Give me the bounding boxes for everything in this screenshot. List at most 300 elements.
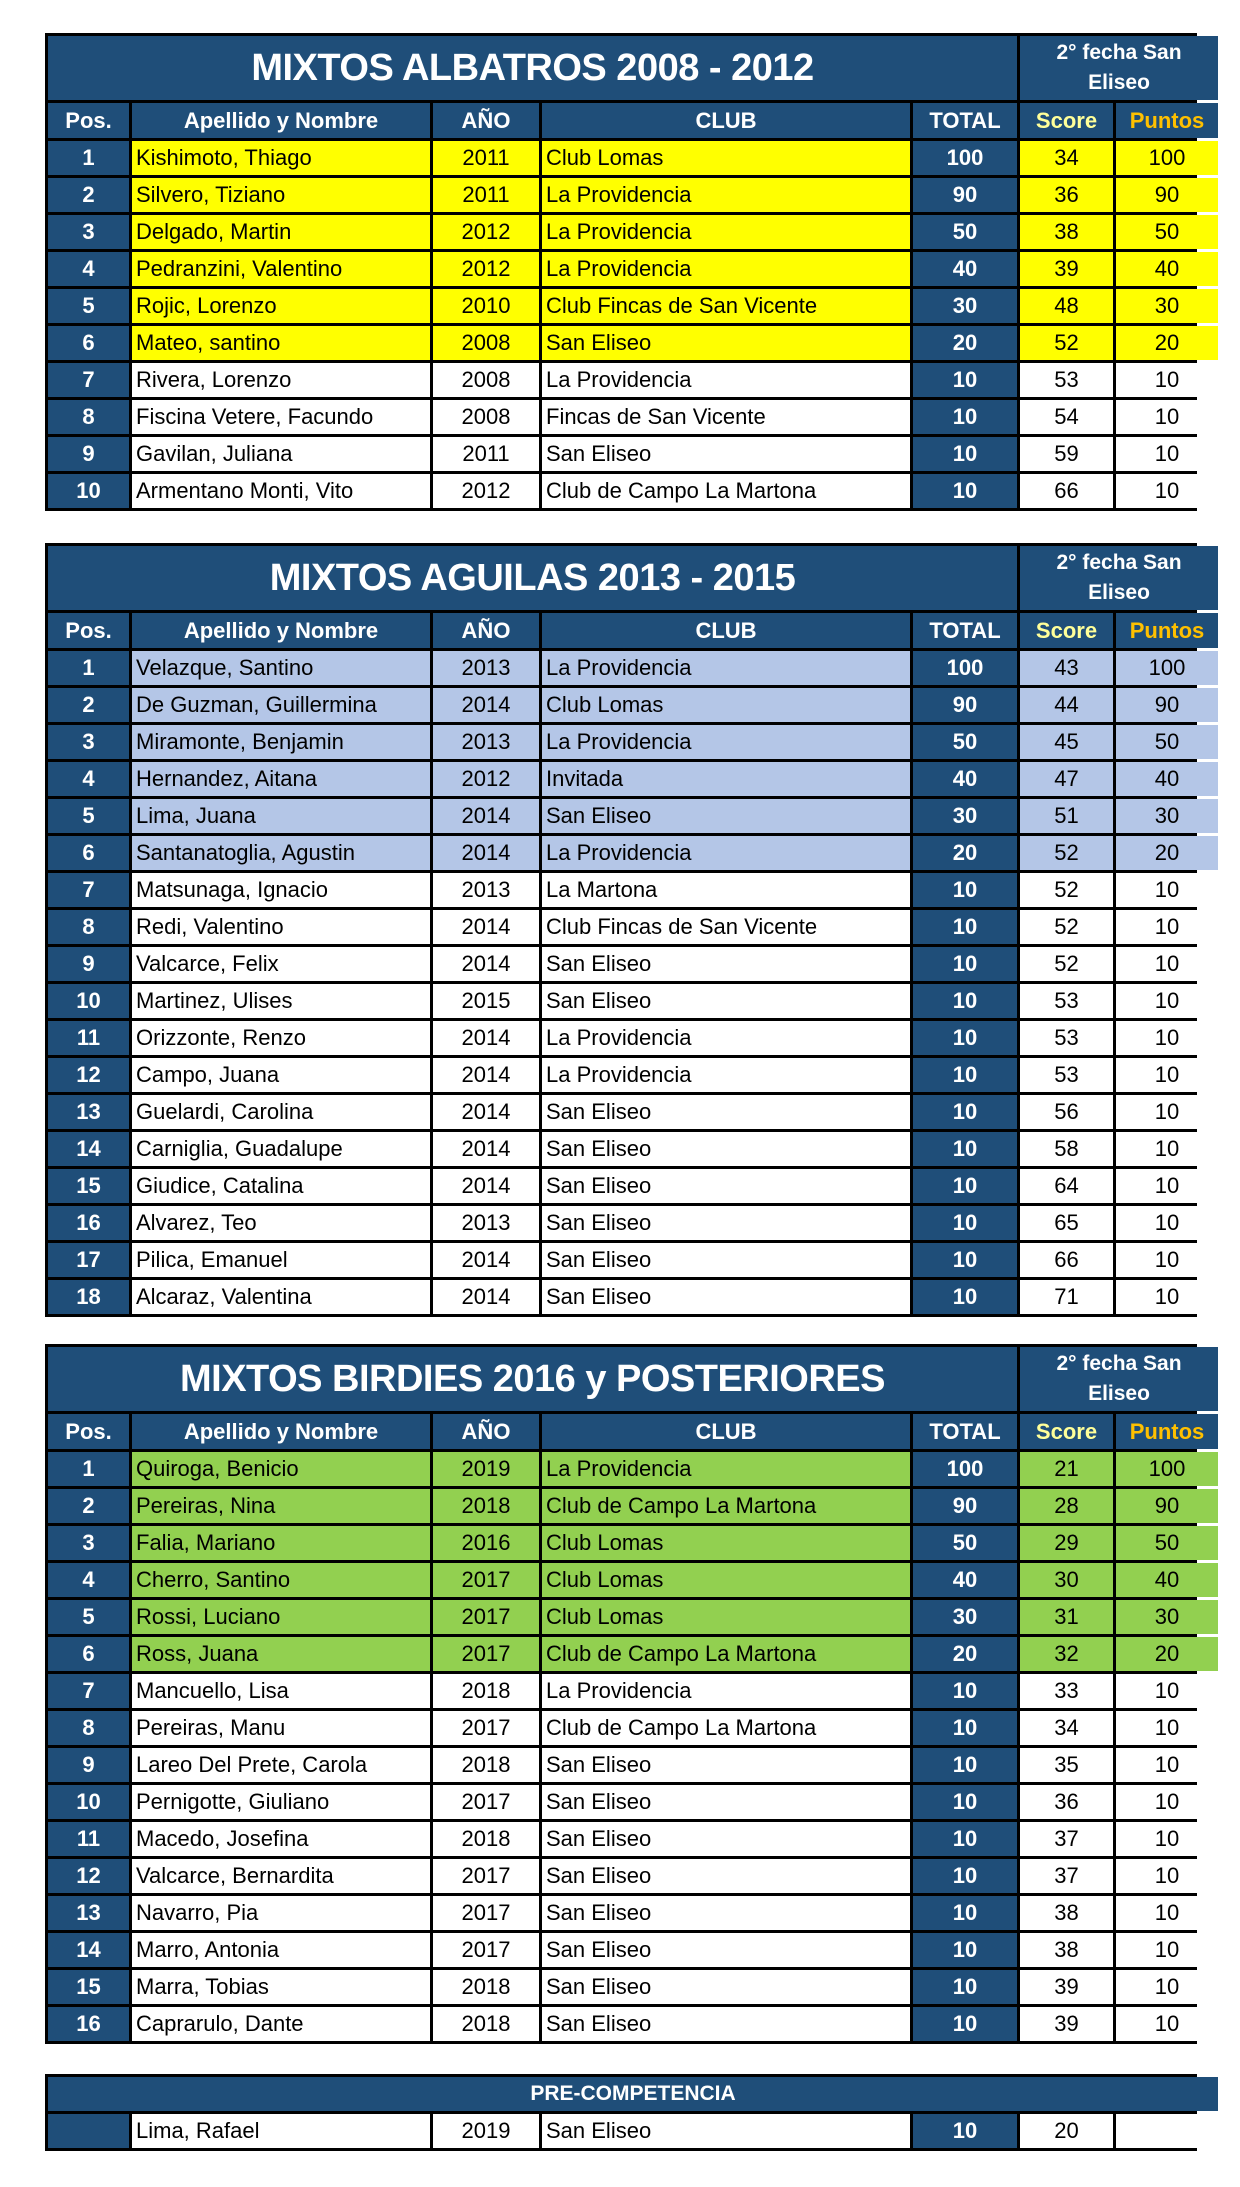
score-cell: 66 — [1020, 474, 1113, 508]
puntos-cell: 10 — [1116, 1748, 1218, 1782]
club-cell: Club Lomas — [542, 688, 910, 722]
total-cell: 10 — [913, 1206, 1017, 1240]
club-cell: San Eliseo — [542, 437, 910, 471]
player-name-cell: Pedranzini, Valentino — [132, 252, 430, 286]
club-cell: Club de Campo La Martona — [542, 1637, 910, 1671]
year-cell: 2014 — [433, 1169, 539, 1203]
player-name-cell: Redi, Valentino — [132, 910, 430, 944]
player-name-cell: Quiroga, Benicio — [132, 1452, 430, 1486]
club-cell: La Providencia — [542, 363, 910, 397]
year-cell: 2014 — [433, 1243, 539, 1277]
header-club: CLUB — [542, 103, 910, 138]
score-cell: 65 — [1020, 1206, 1113, 1240]
total-cell: 10 — [913, 363, 1017, 397]
round-header: 2° fecha San Eliseo — [1020, 546, 1218, 610]
year-cell: 2019 — [433, 1452, 539, 1486]
total-cell: 40 — [913, 252, 1017, 286]
puntos-cell: 10 — [1116, 1280, 1218, 1314]
player-name-cell: Valcarce, Bernardita — [132, 1859, 430, 1893]
total-cell: 10 — [913, 1674, 1017, 1708]
year-cell: 2015 — [433, 984, 539, 1018]
position-cell — [48, 2114, 129, 2148]
club-cell: San Eliseo — [542, 1896, 910, 1930]
total-cell: 20 — [913, 1637, 1017, 1671]
score-cell: 39 — [1020, 1970, 1113, 2004]
puntos-cell: 10 — [1116, 1674, 1218, 1708]
score-cell: 36 — [1020, 1785, 1113, 1819]
score-cell: 53 — [1020, 1021, 1113, 1055]
club-cell: La Providencia — [542, 1674, 910, 1708]
player-name-cell: Lima, Juana — [132, 799, 430, 833]
total-cell: 100 — [913, 141, 1017, 175]
score-cell: 33 — [1020, 1674, 1113, 1708]
year-cell: 2010 — [433, 289, 539, 323]
player-name-cell: Cherro, Santino — [132, 1563, 430, 1597]
section-birdies — [45, 1344, 1205, 2044]
header-name: Apellido y Nombre — [132, 613, 430, 648]
puntos-cell: 90 — [1116, 688, 1218, 722]
header-name: Apellido y Nombre — [132, 103, 430, 138]
club-cell: San Eliseo — [542, 326, 910, 360]
score-cell: 52 — [1020, 326, 1113, 360]
position-cell: 11 — [48, 1822, 129, 1856]
player-name-cell: Miramonte, Benjamin — [132, 725, 430, 759]
score-cell: 53 — [1020, 1058, 1113, 1092]
player-name-cell: Caprarulo, Dante — [132, 2007, 430, 2041]
player-name-cell: Alvarez, Teo — [132, 1206, 430, 1240]
total-cell: 10 — [913, 1021, 1017, 1055]
year-cell: 2013 — [433, 1206, 539, 1240]
puntos-cell: 10 — [1116, 1711, 1218, 1745]
player-name-cell: Matsunaga, Ignacio — [132, 873, 430, 907]
puntos-cell: 100 — [1116, 141, 1218, 175]
header-total: TOTAL — [913, 613, 1017, 648]
score-cell: 39 — [1020, 2007, 1113, 2041]
total-cell: 10 — [913, 400, 1017, 434]
total-cell: 10 — [913, 1970, 1017, 2004]
score-cell: 36 — [1020, 178, 1113, 212]
header-score: Score — [1020, 1414, 1113, 1449]
player-name-cell: Martinez, Ulises — [132, 984, 430, 1018]
club-cell: San Eliseo — [542, 1132, 910, 1166]
total-cell: 10 — [913, 1822, 1017, 1856]
club-cell: San Eliseo — [542, 1748, 910, 1782]
total-cell: 20 — [913, 326, 1017, 360]
club-cell: Fincas de San Vicente — [542, 400, 910, 434]
position-cell: 6 — [48, 326, 129, 360]
puntos-cell: 10 — [1116, 1822, 1218, 1856]
year-cell: 2008 — [433, 326, 539, 360]
player-name-cell: Giudice, Catalina — [132, 1169, 430, 1203]
position-cell: 8 — [48, 1711, 129, 1745]
section-title: MIXTOS ALBATROS 2008 - 2012 — [48, 36, 1017, 100]
year-cell: 2012 — [433, 762, 539, 796]
club-cell: San Eliseo — [542, 1970, 910, 2004]
position-cell: 10 — [48, 1785, 129, 1819]
club-cell: La Providencia — [542, 215, 910, 249]
player-name-cell: Fiscina Vetere, Facundo — [132, 400, 430, 434]
year-cell: 2017 — [433, 1896, 539, 1930]
header-club: CLUB — [542, 1414, 910, 1449]
year-cell: 2011 — [433, 437, 539, 471]
player-name-cell: Falia, Mariano — [132, 1526, 430, 1560]
score-cell: 32 — [1020, 1637, 1113, 1671]
puntos-cell: 20 — [1116, 326, 1218, 360]
puntos-cell: 100 — [1116, 1452, 1218, 1486]
round-header: 2° fecha San Eliseo — [1020, 36, 1218, 100]
total-cell: 10 — [913, 2007, 1017, 2041]
total-cell: 90 — [913, 178, 1017, 212]
year-cell: 2014 — [433, 1058, 539, 1092]
puntos-cell: 10 — [1116, 437, 1218, 471]
year-cell: 2017 — [433, 1637, 539, 1671]
puntos-cell: 20 — [1116, 1637, 1218, 1671]
club-cell: Club Fincas de San Vicente — [542, 910, 910, 944]
pre-competencia-title: PRE-COMPETENCIA — [48, 2077, 1218, 2111]
total-cell: 50 — [913, 725, 1017, 759]
puntos-cell: 10 — [1116, 1206, 1218, 1240]
position-cell: 7 — [48, 1674, 129, 1708]
total-cell: 10 — [913, 873, 1017, 907]
player-name-cell: Ross, Juana — [132, 1637, 430, 1671]
header-year: AÑO — [433, 1414, 539, 1449]
total-cell: 10 — [913, 2114, 1017, 2148]
player-name-cell: Marra, Tobias — [132, 1970, 430, 2004]
club-cell: La Providencia — [542, 651, 910, 685]
player-name-cell: Velazque, Santino — [132, 651, 430, 685]
score-cell: 52 — [1020, 873, 1113, 907]
puntos-cell: 10 — [1116, 1021, 1218, 1055]
position-cell: 7 — [48, 363, 129, 397]
club-cell: La Providencia — [542, 836, 910, 870]
position-cell: 6 — [48, 836, 129, 870]
club-cell: Club Lomas — [542, 141, 910, 175]
year-cell: 2016 — [433, 1526, 539, 1560]
year-cell: 2014 — [433, 688, 539, 722]
section-title: MIXTOS BIRDIES 2016 y POSTERIORES — [48, 1347, 1017, 1411]
position-cell: 9 — [48, 437, 129, 471]
position-cell: 3 — [48, 725, 129, 759]
position-cell: 15 — [48, 1169, 129, 1203]
position-cell: 16 — [48, 2007, 129, 2041]
score-cell: 59 — [1020, 437, 1113, 471]
score-cell: 52 — [1020, 910, 1113, 944]
year-cell: 2018 — [433, 1489, 539, 1523]
club-cell: Club Lomas — [542, 1563, 910, 1597]
puntos-cell: 10 — [1116, 1896, 1218, 1930]
total-cell: 90 — [913, 688, 1017, 722]
year-cell: 2012 — [433, 252, 539, 286]
position-cell: 4 — [48, 1563, 129, 1597]
total-cell: 10 — [913, 910, 1017, 944]
year-cell: 2012 — [433, 215, 539, 249]
position-cell: 6 — [48, 1637, 129, 1671]
puntos-cell: 10 — [1116, 873, 1218, 907]
position-cell: 18 — [48, 1280, 129, 1314]
header-pos: Pos. — [48, 613, 129, 648]
club-cell: Club Lomas — [542, 1526, 910, 1560]
player-name-cell: Alcaraz, Valentina — [132, 1280, 430, 1314]
puntos-cell: 10 — [1116, 1095, 1218, 1129]
club-cell: La Providencia — [542, 1452, 910, 1486]
score-cell: 66 — [1020, 1243, 1113, 1277]
position-cell: 10 — [48, 984, 129, 1018]
total-cell: 10 — [913, 1243, 1017, 1277]
score-cell: 35 — [1020, 1748, 1113, 1782]
club-cell: San Eliseo — [542, 1933, 910, 1967]
club-cell: Club de Campo La Martona — [542, 1711, 910, 1745]
position-cell: 2 — [48, 178, 129, 212]
results-table — [45, 543, 1205, 1317]
puntos-cell: 100 — [1116, 651, 1218, 685]
header-total: TOTAL — [913, 103, 1017, 138]
header-puntos: Puntos — [1116, 1414, 1218, 1449]
score-cell: 38 — [1020, 1896, 1113, 1930]
total-cell: 10 — [913, 1058, 1017, 1092]
position-cell: 4 — [48, 762, 129, 796]
total-cell: 10 — [913, 1933, 1017, 1967]
score-cell: 43 — [1020, 651, 1113, 685]
score-cell: 38 — [1020, 215, 1113, 249]
player-name-cell: Orizzonte, Renzo — [132, 1021, 430, 1055]
player-name-cell: Marro, Antonia — [132, 1933, 430, 1967]
puntos-cell: 10 — [1116, 1933, 1218, 1967]
position-cell: 14 — [48, 1132, 129, 1166]
club-cell: Invitada — [542, 762, 910, 796]
puntos-cell: 10 — [1116, 947, 1218, 981]
club-cell: La Providencia — [542, 1058, 910, 1092]
score-cell: 21 — [1020, 1452, 1113, 1486]
club-cell: La Martona — [542, 873, 910, 907]
total-cell: 30 — [913, 799, 1017, 833]
section-pre-competencia — [45, 2074, 1197, 2151]
player-name-cell: Lareo Del Prete, Carola — [132, 1748, 430, 1782]
player-name-cell: Gavilan, Juliana — [132, 437, 430, 471]
position-cell: 9 — [48, 947, 129, 981]
year-cell: 2013 — [433, 873, 539, 907]
total-cell: 10 — [913, 1896, 1017, 1930]
player-name-cell: Campo, Juana — [132, 1058, 430, 1092]
club-cell: La Providencia — [542, 178, 910, 212]
player-name-cell: Rojic, Lorenzo — [132, 289, 430, 323]
position-cell: 11 — [48, 1021, 129, 1055]
score-cell: 39 — [1020, 252, 1113, 286]
header-year: AÑO — [433, 103, 539, 138]
total-cell: 10 — [913, 1169, 1017, 1203]
position-cell: 8 — [48, 910, 129, 944]
player-name-cell: Guelardi, Carolina — [132, 1095, 430, 1129]
results-table — [45, 1344, 1205, 2044]
total-cell: 10 — [913, 1711, 1017, 1745]
score-cell: 47 — [1020, 762, 1113, 796]
header-pos: Pos. — [48, 1414, 129, 1449]
player-name-cell: Delgado, Martin — [132, 215, 430, 249]
score-cell: 37 — [1020, 1822, 1113, 1856]
position-cell: 3 — [48, 1526, 129, 1560]
section-aguilas — [45, 543, 1205, 1317]
club-cell: San Eliseo — [542, 1785, 910, 1819]
score-cell: 54 — [1020, 400, 1113, 434]
year-cell: 2011 — [433, 141, 539, 175]
club-cell: San Eliseo — [542, 2007, 910, 2041]
year-cell: 2018 — [433, 1748, 539, 1782]
player-name-cell: Mateo, santino — [132, 326, 430, 360]
club-cell: Club Fincas de San Vicente — [542, 289, 910, 323]
player-name-cell: De Guzman, Guillermina — [132, 688, 430, 722]
score-cell: 45 — [1020, 725, 1113, 759]
club-cell: San Eliseo — [542, 1822, 910, 1856]
position-cell: 2 — [48, 1489, 129, 1523]
club-cell: San Eliseo — [542, 1280, 910, 1314]
year-cell: 2017 — [433, 1600, 539, 1634]
year-cell: 2017 — [433, 1563, 539, 1597]
club-cell: Club de Campo La Martona — [542, 1489, 910, 1523]
club-cell: La Providencia — [542, 725, 910, 759]
results-table — [45, 33, 1205, 511]
puntos-cell: 10 — [1116, 1169, 1218, 1203]
puntos-cell: 50 — [1116, 1526, 1218, 1560]
puntos-cell: 30 — [1116, 799, 1218, 833]
puntos-cell: 10 — [1116, 363, 1218, 397]
position-cell: 12 — [48, 1859, 129, 1893]
score-cell: 71 — [1020, 1280, 1113, 1314]
position-cell: 10 — [48, 474, 129, 508]
total-cell: 30 — [913, 1600, 1017, 1634]
score-cell: 34 — [1020, 1711, 1113, 1745]
club-cell: San Eliseo — [542, 2114, 910, 2148]
total-cell: 10 — [913, 947, 1017, 981]
player-name-cell: Carniglia, Guadalupe — [132, 1132, 430, 1166]
club-cell: San Eliseo — [542, 1095, 910, 1129]
year-cell: 2014 — [433, 799, 539, 833]
puntos-cell: 10 — [1116, 474, 1218, 508]
pre-competencia-table — [45, 2074, 1197, 2151]
score-cell: 44 — [1020, 688, 1113, 722]
total-cell: 10 — [913, 1095, 1017, 1129]
puntos-cell — [1116, 2114, 1218, 2148]
puntos-cell: 10 — [1116, 1785, 1218, 1819]
header-name: Apellido y Nombre — [132, 1414, 430, 1449]
year-cell: 2014 — [433, 1280, 539, 1314]
position-cell: 15 — [48, 1970, 129, 2004]
total-cell: 10 — [913, 984, 1017, 1018]
club-cell: San Eliseo — [542, 984, 910, 1018]
total-cell: 30 — [913, 289, 1017, 323]
club-cell: San Eliseo — [542, 1206, 910, 1240]
club-cell: Club de Campo La Martona — [542, 474, 910, 508]
position-cell: 5 — [48, 1600, 129, 1634]
year-cell: 2014 — [433, 1021, 539, 1055]
club-cell: San Eliseo — [542, 1169, 910, 1203]
year-cell: 2017 — [433, 1711, 539, 1745]
score-cell: 30 — [1020, 1563, 1113, 1597]
total-cell: 10 — [913, 1859, 1017, 1893]
score-cell: 29 — [1020, 1526, 1113, 1560]
position-cell: 4 — [48, 252, 129, 286]
puntos-cell: 10 — [1116, 400, 1218, 434]
position-cell: 13 — [48, 1095, 129, 1129]
header-score: Score — [1020, 103, 1113, 138]
position-cell: 1 — [48, 141, 129, 175]
total-cell: 20 — [913, 836, 1017, 870]
position-cell: 14 — [48, 1933, 129, 1967]
score-cell: 58 — [1020, 1132, 1113, 1166]
total-cell: 40 — [913, 1563, 1017, 1597]
position-cell: 1 — [48, 1452, 129, 1486]
player-name-cell: Armentano Monti, Vito — [132, 474, 430, 508]
position-cell: 7 — [48, 873, 129, 907]
position-cell: 3 — [48, 215, 129, 249]
header-total: TOTAL — [913, 1414, 1017, 1449]
section-albatros — [45, 33, 1205, 511]
year-cell: 2014 — [433, 836, 539, 870]
position-cell: 5 — [48, 799, 129, 833]
player-name-cell: Pereiras, Nina — [132, 1489, 430, 1523]
puntos-cell: 40 — [1116, 762, 1218, 796]
puntos-cell: 10 — [1116, 1058, 1218, 1092]
total-cell: 40 — [913, 762, 1017, 796]
score-cell: 38 — [1020, 1933, 1113, 1967]
total-cell: 10 — [913, 1785, 1017, 1819]
header-puntos: Puntos — [1116, 103, 1218, 138]
score-cell: 51 — [1020, 799, 1113, 833]
year-cell: 2014 — [433, 910, 539, 944]
score-cell: 48 — [1020, 289, 1113, 323]
puntos-cell: 10 — [1116, 1970, 1218, 2004]
club-cell: Club Lomas — [542, 1600, 910, 1634]
score-cell: 28 — [1020, 1489, 1113, 1523]
section-title: MIXTOS AGUILAS 2013 - 2015 — [48, 546, 1017, 610]
score-cell: 20 — [1020, 2114, 1113, 2148]
position-cell: 12 — [48, 1058, 129, 1092]
puntos-cell: 30 — [1116, 1600, 1218, 1634]
player-name-cell: Mancuello, Lisa — [132, 1674, 430, 1708]
year-cell: 2014 — [433, 1095, 539, 1129]
score-cell: 52 — [1020, 836, 1113, 870]
player-name-cell: Navarro, Pia — [132, 1896, 430, 1930]
year-cell: 2018 — [433, 1674, 539, 1708]
player-name-cell: Pereiras, Manu — [132, 1711, 430, 1745]
round-header: 2° fecha San Eliseo — [1020, 1347, 1218, 1411]
year-cell: 2014 — [433, 1132, 539, 1166]
club-cell: San Eliseo — [542, 947, 910, 981]
puntos-cell: 50 — [1116, 215, 1218, 249]
puntos-cell: 10 — [1116, 1243, 1218, 1277]
total-cell: 10 — [913, 437, 1017, 471]
year-cell: 2008 — [433, 363, 539, 397]
total-cell: 10 — [913, 1280, 1017, 1314]
position-cell: 5 — [48, 289, 129, 323]
club-cell: La Providencia — [542, 252, 910, 286]
year-cell: 2018 — [433, 2007, 539, 2041]
total-cell: 100 — [913, 1452, 1017, 1486]
player-name-cell: Pilica, Emanuel — [132, 1243, 430, 1277]
puntos-cell: 10 — [1116, 910, 1218, 944]
year-cell: 2008 — [433, 400, 539, 434]
puntos-cell: 10 — [1116, 1859, 1218, 1893]
score-cell: 53 — [1020, 984, 1113, 1018]
player-name-cell: Macedo, Josefina — [132, 1822, 430, 1856]
player-name-cell: Lima, Rafael — [132, 2114, 430, 2148]
position-cell: 9 — [48, 1748, 129, 1782]
year-cell: 2013 — [433, 725, 539, 759]
puntos-cell: 40 — [1116, 252, 1218, 286]
club-cell: San Eliseo — [542, 1859, 910, 1893]
header-puntos: Puntos — [1116, 613, 1218, 648]
puntos-cell: 90 — [1116, 178, 1218, 212]
year-cell: 2014 — [433, 947, 539, 981]
position-cell: 1 — [48, 651, 129, 685]
